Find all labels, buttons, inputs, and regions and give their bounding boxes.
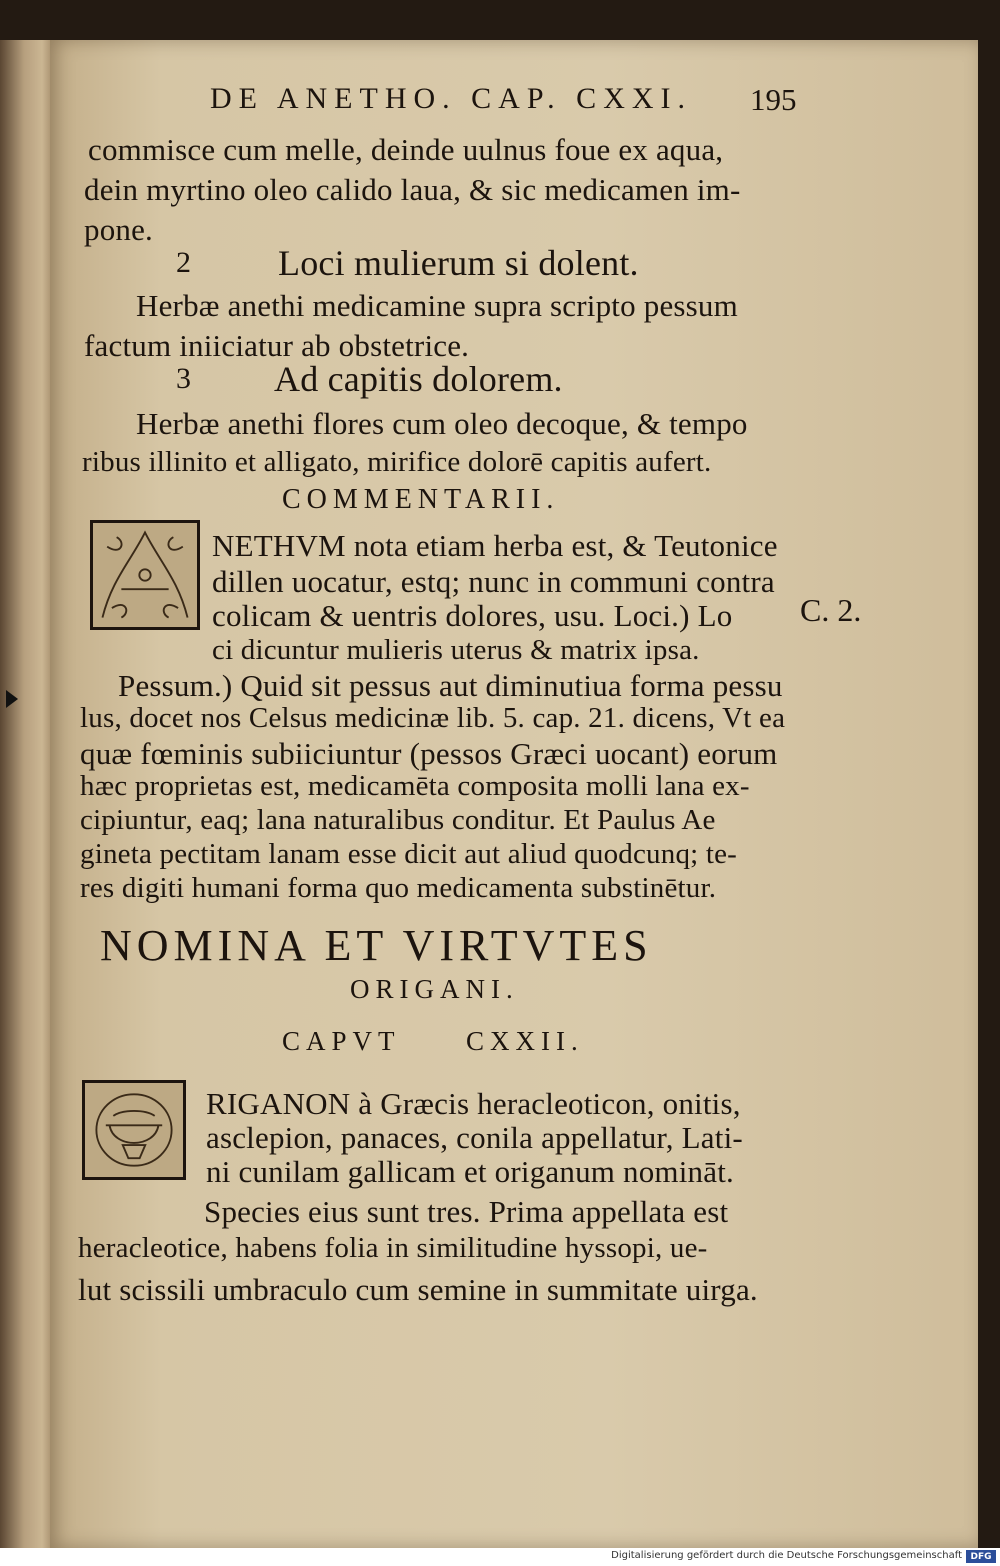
body-line: commisce cum melle, deinde uulnus foue ex aqua, — [88, 132, 724, 167]
body-line: lus, docet nos Celsus medicinæ lib. 5. cap. 21. dicens, Vt ea — [80, 702, 786, 734]
body-line: factum iniiciatur ab obstetrice. — [84, 328, 470, 363]
body-line: heracleotice, habens folia in similitudine hyssopi, ue- — [78, 1232, 708, 1264]
body-line: asclepion, panaces, conila appellatur, Lati- — [206, 1120, 743, 1155]
chapter-subtitle: ORIGANI. — [350, 974, 519, 1004]
caput-number: CXXII. — [466, 1026, 584, 1056]
section-heading: COMMENTARII. — [282, 484, 560, 515]
vessel-ornament-icon — [85, 1083, 183, 1177]
decorated-initial-a — [90, 520, 200, 630]
body-line: Species eius sunt tres. Prima appellata est — [204, 1194, 729, 1229]
caput-label: CAPVT — [282, 1026, 401, 1056]
rubric-heading: Ad capitis dolorem. — [274, 359, 563, 399]
body-line: Herbæ anethi medicamine supra scripto pessum — [136, 288, 738, 323]
body-line: hæc proprietas est, medicamēta composita molli lana ex- — [80, 770, 750, 802]
running-head: DE ANETHO. CAP. CXXI. — [210, 82, 693, 115]
body-line: ni cunilam gallicam et origanum nomināt. — [206, 1154, 734, 1189]
body-line: NETHVM nota etiam herba est, & Teutonice — [212, 528, 778, 563]
funding-credit: Digitalisierung gefördert durch die Deutsche Forschungsgemeinschaft — [611, 1550, 962, 1561]
body-line: Herbæ anethi flores cum oleo decoque, & tempo — [136, 406, 748, 441]
body-line: lut scissili umbraculo cum semine in summitate uirga. — [78, 1272, 758, 1307]
body-line: colicam & uentris dolores, usu. Loci.) Lo — [212, 598, 733, 633]
chapter-title: NOMINA ET VIRTVTES — [100, 921, 653, 970]
rubric-heading: Loci mulierum si dolent. — [278, 243, 639, 283]
margin-pointer-mark — [6, 690, 18, 708]
margin-note: C. 2. — [800, 592, 862, 628]
body-line: ci dicuntur mulieris uterus & matrix ipsa. — [212, 634, 700, 666]
dfg-logo-icon: DFG — [966, 1550, 996, 1563]
body-line: cipiuntur, eaq; lana naturalibus conditur. Et Paulus Ae — [80, 804, 716, 836]
body-line: RIGANON à Græcis heracleoticon, onitis, — [206, 1086, 741, 1121]
rubric-number: 2 — [176, 246, 192, 279]
body-line: gineta pectitam lanam esse dicit aut aliud quodcunq; te- — [80, 838, 738, 870]
body-line: res digiti humani forma quo medicamenta substinētur. — [80, 872, 717, 904]
body-line: pone. — [84, 212, 154, 247]
body-line: quæ fœminis subiiciuntur (pessos Græci uocant) eorum — [80, 736, 778, 771]
floral-ornament-icon — [93, 523, 197, 627]
body-line: dillen uocatur, estq; nunc in communi contra — [212, 564, 775, 599]
body-line: ribus illinito et alligato, mirifice dolorē capitis aufert. — [82, 446, 712, 478]
body-line: dein myrtino oleo calido laua, & sic medicamen im- — [84, 172, 741, 207]
body-line: Pessum.) Quid sit pessus aut diminutiua forma pessu — [118, 668, 783, 703]
rubric-number: 3 — [176, 362, 192, 395]
page-number: 195 — [750, 82, 797, 117]
decorated-initial-o — [82, 1080, 186, 1180]
